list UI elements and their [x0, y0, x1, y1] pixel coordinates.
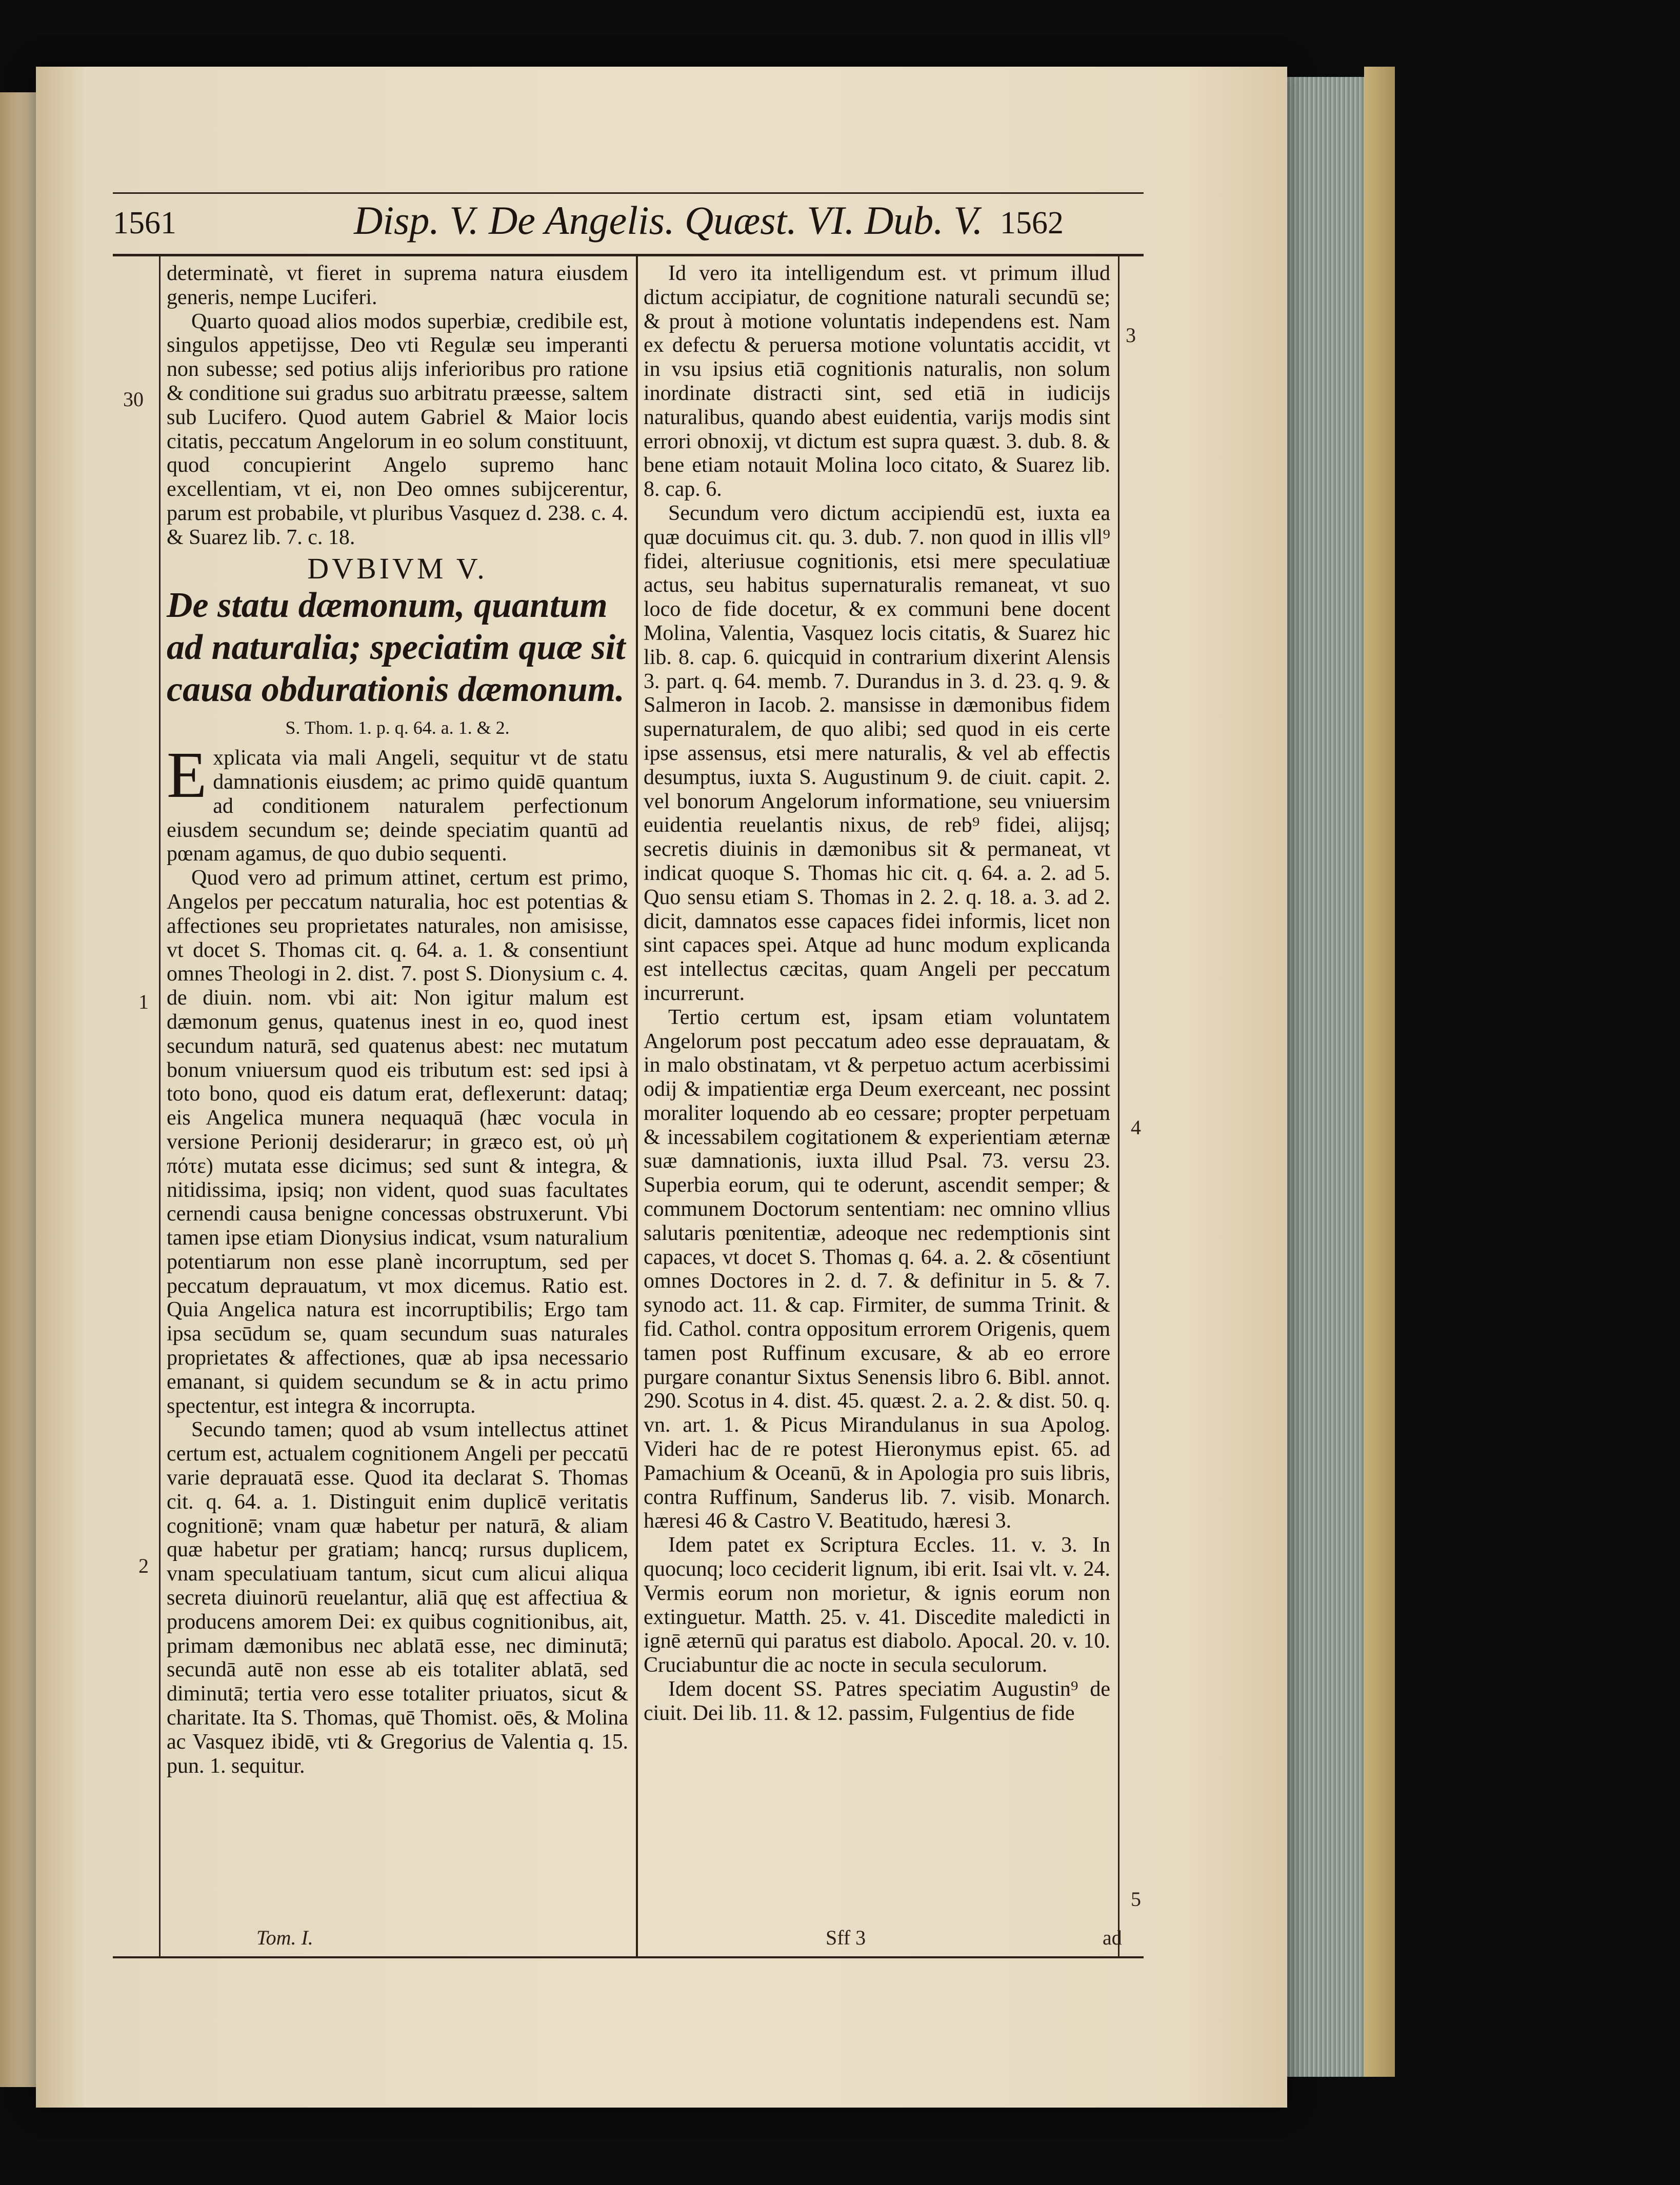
paragraph-text: xplicata via mali Angeli, sequitur vt de statu damnationis eiusdem; ac primo quidē quantum ad conditionem naturalem perfectionum eiusdem secundum se; deinde speciatim quantū ad pœnam agamus, de quo dubio sequenti.	[167, 746, 628, 866]
book-page	[36, 67, 1287, 2108]
paragraph	[167, 738, 628, 866]
page-number-right: 1562	[1000, 206, 1064, 240]
margin-number-30: 30	[123, 388, 144, 411]
thomas-reference: S. Thom. 1. p. q. 64. a. 1. & 2.	[285, 717, 510, 738]
column-divider	[636, 254, 638, 1956]
left-frame-rule	[159, 254, 161, 1956]
signature-mark: Sff 3	[826, 1926, 866, 1949]
paragraph: Idem docent SS. Patres speciatim Augustin⁹ de ciuit. Dei lib. 11. & 12. passim, Fulgentius de fide	[644, 1677, 1110, 1725]
right-column	[644, 262, 1110, 1726]
margin-number-3: 3	[1126, 324, 1136, 347]
margin-number-1: 1	[138, 990, 149, 1013]
paragraph: Quod vero ad primum attinet, certum est primo, Angelos per peccatum naturalia, hoc est potentias & affectiones seu proprietates naturales, non amisisse, vt docet S. Thomas cit. q. 64. a. 1. & consentiunt omnes Theologi in 2. dist. 7. post S. Dionysium c. 4. de diuin. nom. vbi ait: Non igitur malum est dæmonum genus, quatenus inest in eo, quod inest secundum naturā, sed quatenus abest: nec mutatum bonum vniuersum quod eis tributum est: sed ipsi à toto bono, quod eis datum erat, deflexerunt: dataq; eis Angelica munera nequaquā (hæc vocula in versione Perionij desiderarur; in græco est, οὐ μὴ πότε) mutata esse dicimus; sed sunt & integra, & nitidissima, ipsiq; non vident, quod suas facultates cernendi causa benigne concessas obstruxerunt. Vbi tamen ipse etiam Dionysius indicat, vsum naturalium potentiarum non esse planè incorruptum, sed per peccatum deprauatum, vt mox dicemus. Ratio est. Quia Angelica natura est incorruptibilis; Ergo tam ipsa secūdum se, quam secundum suas naturales proprietates & affectiones, quæ ab ipsa necessario emanant, si quidem secundum se & in actu primo spectentur, est integra & incorrupta.	[167, 866, 628, 1418]
paragraph: Secundum vero dictum accipiendū est, iuxta ea quæ docuimus cit. qu. 3. dub. 7. non quod in illis vll⁹ fidei, alteriusue cognitionis, etsi mere speculatiuæ actus, seu habitus supernaturalis remaneat, vt suo loco de fide docetur, & ex communi bene docent Molina, Valentia, Vasquez locis citatis, & Suarez hic lib. 8. cap. 6. quicquid in contrarium dixerint Alensis 3. part. q. 64. memb. 7. Durandus in 3. d. 23. q. 9. & Salmeron in Iacob. 2. mansisse in dæmonibus fidem supernaturalem, de quo alibi; sed quod in eis certe ipse assensus, etsi mere naturalis, & vel ab effectis desumptus, iuxta S. Augustinum 9. de ciuit. capit. 2. vel bonorum Angelorum informatione, seu vniuersim euidentia reuelantis nixus, de reb⁹ fidei, alijsq; secretis diuinis in dæmonibus sit & permaneat, vt indicat quoque S. Thomas hic cit. q. 64. a. 2. ad 5. Quo sensu etiam S. Thomas in 2. 2. q. 18. a. 3. ad 2. dicit, damnatos esse capaces fidei informis, licet non sint capaces spei. Atque ad hunc modum explicanda est intellectus cæcitas, quam Angeli per peccatum incurrerunt.	[644, 501, 1110, 1005]
paragraph: Secundo tamen; quod ab vsum intellectus attinet certum est, actualem cognitionem Angeli per peccatū varie deprauatā esse. Quod ita declarat S. Thomas cit. q. 64. a. 1. Distinguit enim duplicē veritatis cognitionē; vnam quæ habetur per naturā, & aliam quæ habetur per gratiam; hancq; rursus duplicem, vnam speculatiuam tantum, sicut cum alicui aliqua secreta diuinorū reuelantur, aliā quę est affectiua & producens amorem Dei: ex quibus cognitionibus, ait, primam dæmonibus nec ablatā esse, nec diminutā; secundā autē non esse ab eis totaliter ablatā, sed diminutā; tertia vero esse totaliter priuatos, sicut & charitate. Ita S. Thomas, quē Thomist. oēs, & Molina ac Vasquez ibidē, vti & Gregorius de Valentia q. 15. pun. 1. sequitur.	[167, 1418, 628, 1778]
page-number-left: 1561	[113, 206, 176, 240]
dubium-heading: DVBIVM V.	[307, 551, 488, 585]
facing-page-edge	[0, 92, 36, 2087]
left-column	[167, 262, 628, 1778]
volume-text: Tom. I.	[256, 1926, 313, 1949]
margin-number-2: 2	[138, 1554, 149, 1577]
dubium-title: De statu dæmonum, quantum ad naturalia; speciatim quæ sit causa obdurationis dæmonum.	[167, 586, 626, 710]
book-cover-edge	[1364, 67, 1395, 2077]
paragraph: determinatè, vt fieret in suprema natura eiusdem generis, nempe Luciferi.	[167, 262, 628, 309]
paragraph: Tertio certum est, ipsam etiam voluntatem Angelorum post peccatum adeo esse deprauatam, & in malo obstinatam, vt & perpetuo actum acerbissimi odij & impatientiæ erga Deum exerceant, nec possint moraliter loquendo ab eo cessare; propter perpetuam & incessabilem cogitationem & experientiam æternæ suæ damnationis, iuxta illud Psal. 73. versu 23. Superbia eorum, qui te oderunt, ascendit semper; & communem Doctorum sententiam: nec omnino vllius salutaris pœnitentiæ, adeoque nec redemptionis sint capaces, vt docet S. Thomas q. 64. a. 2. & cōsentiunt omnes Doctores in 2. d. 7. & definitur in 5. & 7. synodo act. 11. & cap. Firmiter, de summa Trinit. & fid. Cathol. contra oppositum errorem Origenis, quem tamen post Ruffinum excusare, & ab eo errore purgare conantur Sixtus Senensis libro 6. Bibl. annot. 290. Scotus in 4. dist. 45. quæst. 2. a. 2. & dist. 50. q. vn. art. 1. & Picus Mirandulanus in sua Apolog. Videri hac de re potest Hieronymus epist. 65. ad Pamachium & Oceanū, & in Apologia pro suis libris, contra Ruffinum, Sanderus lib. 7. visib. Monarch. hæresi 46 & Castro V. Beatitudo, hæresi 3.	[644, 1005, 1110, 1533]
margin-number-4: 4	[1131, 1116, 1141, 1139]
volume-marker	[256, 1926, 313, 1950]
drop-cap: E	[167, 738, 207, 812]
right-frame-rule	[1118, 254, 1119, 1956]
footer-rule	[113, 1956, 1144, 1958]
running-title: Disp. V. De Angelis. Quæst. VI. Dub. V.	[354, 198, 983, 243]
frame-top-rule	[113, 192, 1144, 194]
paragraph: Id vero ita intelligendum est. vt primum illud dictum accipiatur, de cognitione naturali secundū se; & prout à motione voluntatis independens est. Nam ex defectu & peruersa motione voluntatis accidit, vt in vsu ipsius etiā cognitionis naturalis, non solum inordinate distracti sint, sed etiā in iudicijs naturalibus, quando abest euidentia, varijs modis sint errori obnoxij, vt dictum est supra quæst. 3. dub. 8. & bene etiam notauit Molina loco citato, & Suarez lib. 8. cap. 6.	[644, 262, 1110, 502]
header-rule	[113, 254, 1144, 256]
paragraph: Idem patet ex Scriptura Eccles. 11. v. 3. In quocunq; loco ceciderit lignum, ibi erit. Isai vlt. v. 24. Vermis eorum non morietur, & ignis eorum non extinguetur. Matth. 25. v. 41. Discedite maledicti in ignē æternū qui paratus est diabolo. Apocal. 20. v. 10. Cruciabuntur die ac nocte in secula seculorum.	[644, 1533, 1110, 1677]
paragraph: Quarto quoad alios modos superbiæ, credibile est, singulos appetijsse, Deo vti Regulæ seu imperanti non subesse; sed potius alijs inferioribus pro ratione & conditione sui gradus suo arbitratu præesse, saltem sub Lucifero. Quod autem Gabriel & Maior locis citatis, peccatum Angelorum in eo solum constituunt, quod concupierint Angelo supremo hanc excellentiam, vt ei, non Deo omnes subijcerentur, parum est probabile, vt pluribus Vasquez d. 238. c. 4. & Suarez lib. 7. c. 18.	[167, 309, 628, 549]
catchword: ad	[1103, 1926, 1122, 1949]
margin-number-5: 5	[1131, 1888, 1141, 1911]
